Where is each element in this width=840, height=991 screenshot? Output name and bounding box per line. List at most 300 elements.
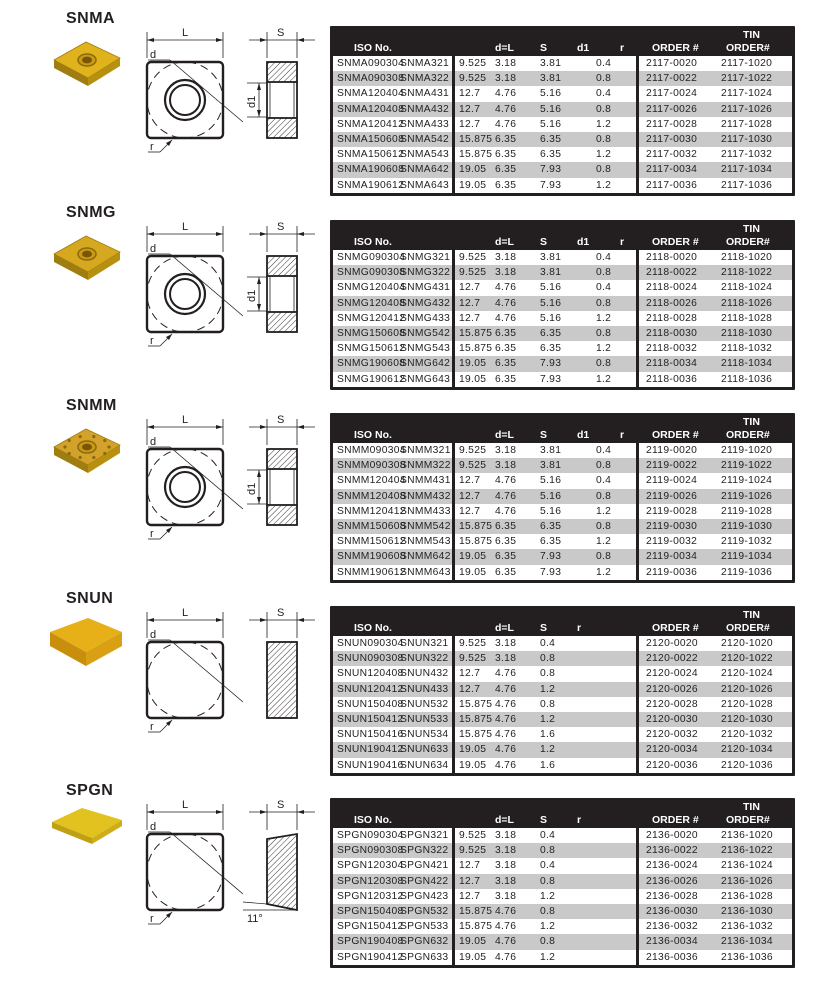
table-row (639, 549, 792, 564)
table-row (639, 86, 792, 101)
r-value: 0.8 (540, 936, 556, 948)
d-l-value: 9.525 (459, 638, 487, 650)
iso-code: SNMG150612 (337, 343, 406, 355)
d-l-value: 12.7 (459, 118, 481, 130)
d-l-value: 12.7 (459, 312, 481, 324)
r-value: 0.8 (540, 653, 556, 665)
iso-code: SNUN120412 (337, 683, 404, 695)
ansi-code: SNUN532 (400, 698, 449, 710)
table-header (333, 798, 792, 828)
table-row (455, 356, 636, 371)
ansi-code: SNMA642 (400, 164, 450, 176)
table-row (639, 651, 792, 666)
d-l-value: 15.875 (459, 328, 493, 340)
iso-code: SNMM120408 (337, 490, 406, 502)
s-value: 6.35 (495, 328, 517, 340)
r-value: 0.8 (596, 358, 612, 370)
table-row (333, 71, 452, 86)
s-value: 3.18 (495, 267, 517, 279)
order-column-group (639, 443, 792, 580)
iso-code: SNMG120412 (337, 312, 406, 324)
table-row (455, 56, 636, 71)
table-row (333, 296, 452, 311)
ansi-code: SNMG321 (400, 252, 451, 264)
tin-order-number: 2118-1034 (721, 358, 773, 370)
s-value: 6.35 (495, 134, 517, 146)
table-row (333, 86, 452, 101)
table-row (333, 651, 452, 666)
tin-order-number: 2119-1036 (721, 566, 773, 578)
ansi-code: SNUN433 (400, 683, 449, 695)
table-row (333, 56, 452, 71)
iso-column-group (333, 828, 452, 965)
order-number: 2119-0020 (646, 445, 698, 457)
table-row (455, 904, 636, 919)
table-row (639, 280, 792, 295)
order-number: 2117-0024 (646, 88, 698, 100)
tin-order-number: 2136-1020 (721, 830, 773, 842)
table-row (639, 843, 792, 858)
ansi-code: SNMG542 (400, 328, 451, 340)
s-value: 4.76 (495, 921, 517, 933)
order-number: 2120-0032 (646, 729, 698, 741)
ansi-code: SNMG433 (400, 312, 451, 324)
svg-text:S: S (277, 27, 285, 39)
table-row (639, 697, 792, 712)
tin-order-number: 2117-1032 (721, 149, 773, 161)
table-row (639, 178, 792, 193)
tin-order-number: 2119-1020 (721, 445, 773, 457)
table-row (333, 874, 452, 889)
table-row (455, 489, 636, 504)
d-l-value: 19.05 (459, 566, 487, 578)
order-number: 2118-0030 (646, 328, 698, 340)
s-value: 4.76 (495, 312, 517, 324)
iso-code: SNMA120412 (337, 118, 405, 130)
iso-code: SNMM150612 (337, 536, 406, 548)
header-dl: d=L (495, 814, 514, 826)
spec-table (330, 220, 795, 390)
table-row (639, 666, 792, 681)
header-s: S (540, 236, 548, 248)
ansi-code: SNMG642 (400, 358, 451, 370)
order-number: 2118-0032 (646, 343, 698, 355)
table-row (333, 742, 452, 757)
tin-order-number: 2120-1026 (721, 683, 773, 695)
d-l-value: 19.05 (459, 936, 487, 948)
table-row (639, 162, 792, 177)
ansi-code: SNMM433 (400, 505, 451, 517)
tin-order-number: 2117-1022 (721, 73, 773, 85)
table-row (333, 889, 452, 904)
table-row (639, 565, 792, 580)
table-row (639, 934, 792, 949)
d1-value: 6.35 (540, 521, 562, 533)
ansi-code: SNUN533 (400, 714, 449, 726)
table-row (639, 458, 792, 473)
s-value: 3.18 (495, 845, 517, 857)
d-l-value: 15.875 (459, 134, 493, 146)
tin-order-number: 2118-1036 (721, 373, 773, 385)
tin-order-number: 2136-1026 (721, 875, 773, 887)
tin-order-number: 2120-1034 (721, 744, 773, 756)
table-header (333, 220, 792, 250)
r-value: 0.4 (596, 282, 612, 294)
table-row (639, 682, 792, 697)
d1-value: 5.16 (540, 282, 562, 294)
table-row (639, 250, 792, 265)
header-r: r (620, 236, 625, 248)
iso-code: SNMA120408 (337, 103, 405, 115)
order-number: 2119-0024 (646, 475, 698, 487)
dimension-column-group (455, 636, 636, 773)
s-value: 6.35 (495, 343, 517, 355)
s-value: 3.18 (495, 58, 517, 70)
tin-order-number: 2119-1024 (721, 475, 773, 487)
header-tin-order: ORDER# (726, 429, 770, 441)
iso-code: SNMA090308 (337, 73, 405, 85)
table-row (639, 71, 792, 86)
r-value: 0.4 (596, 88, 612, 100)
insert-dimension-diagram (110, 206, 320, 356)
svg-text:L: L (182, 607, 189, 619)
order-number: 2118-0022 (646, 267, 698, 279)
iso-code: SNMG120408 (337, 297, 406, 309)
table-row (333, 843, 452, 858)
d-l-value: 19.05 (459, 164, 487, 176)
tin-order-number: 2118-1028 (721, 312, 773, 324)
d-l-value: 9.525 (459, 830, 487, 842)
d-l-value: 9.525 (459, 267, 487, 279)
d-l-value: 12.7 (459, 490, 481, 502)
ansi-code: SNMM321 (400, 445, 451, 457)
r-value: 0.8 (540, 875, 556, 887)
header-r: r (620, 429, 625, 441)
tin-order-number: 2120-1028 (721, 698, 773, 710)
order-number: 2136-0030 (646, 906, 698, 918)
svg-text:r: r (150, 141, 154, 153)
table-row (333, 519, 452, 534)
dimension-column-group (455, 443, 636, 580)
d1-value: 7.93 (540, 179, 562, 191)
table-row (639, 56, 792, 71)
table-row (455, 296, 636, 311)
table-row (639, 636, 792, 651)
tin-order-number: 2118-1024 (721, 282, 773, 294)
d1-value: 5.16 (540, 88, 562, 100)
header-s: S (540, 622, 548, 634)
iso-code: SNMG090308 (337, 267, 406, 279)
order-number: 2120-0028 (646, 698, 698, 710)
d1-value: 7.93 (540, 358, 562, 370)
d-l-value: 15.875 (459, 714, 493, 726)
table-row (639, 712, 792, 727)
r-value: 0.4 (540, 830, 556, 842)
iso-code: SNUN150412 (337, 714, 404, 726)
r-value: 1.2 (596, 312, 612, 324)
table-row (455, 311, 636, 326)
d1-value: 3.81 (540, 58, 562, 70)
iso-code: SNMM090308 (337, 460, 406, 472)
order-number: 2117-0020 (646, 58, 698, 70)
r-value: 0.8 (596, 267, 612, 279)
header-r: r (577, 622, 582, 634)
r-value: 0.8 (540, 698, 556, 710)
iso-code: SNMA150608 (337, 134, 405, 146)
d-l-value: 12.7 (459, 890, 481, 902)
iso-column-group (333, 56, 452, 193)
table-row (455, 458, 636, 473)
header-r: r (620, 42, 625, 54)
header-order: ORDER # (652, 429, 699, 441)
d-l-value: 9.525 (459, 460, 487, 472)
r-value: 0.4 (540, 638, 556, 650)
r-value: 0.8 (540, 845, 556, 857)
order-number: 2118-0026 (646, 297, 698, 309)
iso-code: SNMM150608 (337, 521, 406, 533)
table-row (639, 489, 792, 504)
table-row (455, 534, 636, 549)
r-value: 1.2 (540, 683, 556, 695)
table-row (455, 473, 636, 488)
iso-code: SNUN090304 (337, 638, 404, 650)
order-number: 2119-0036 (646, 566, 698, 578)
tin-order-number: 2119-1026 (721, 490, 773, 502)
svg-text:r: r (150, 721, 154, 733)
iso-code: SNUN150408 (337, 698, 404, 710)
table-row (333, 117, 452, 132)
tin-order-number: 2118-1020 (721, 252, 773, 264)
table-row (333, 534, 452, 549)
tin-order-number: 2117-1034 (721, 164, 773, 176)
iso-code: SNMG090304 (337, 252, 406, 264)
tin-order-number: 2136-1034 (721, 936, 773, 948)
d1-value: 6.35 (540, 536, 562, 548)
table-row (455, 843, 636, 858)
s-value: 4.76 (495, 282, 517, 294)
order-column-group (639, 636, 792, 773)
d-l-value: 12.7 (459, 297, 481, 309)
table-row (455, 372, 636, 387)
s-value: 4.76 (495, 118, 517, 130)
svg-text:S: S (277, 607, 285, 619)
s-value: 4.76 (495, 297, 517, 309)
table-row (639, 742, 792, 757)
s-value: 4.76 (495, 103, 517, 115)
s-value: 4.76 (495, 683, 517, 695)
s-value: 3.18 (495, 460, 517, 472)
tin-order-number: 2120-1032 (721, 729, 773, 741)
table-row (639, 519, 792, 534)
table-row (639, 147, 792, 162)
d-l-value: 9.525 (459, 653, 487, 665)
table-row (455, 919, 636, 934)
header-tin-order: ORDER# (726, 42, 770, 54)
svg-text:11°: 11° (247, 913, 263, 925)
table-row (455, 132, 636, 147)
s-value: 6.35 (495, 373, 517, 385)
order-number: 2120-0036 (646, 759, 698, 771)
spec-table (330, 26, 795, 196)
table-row (333, 904, 452, 919)
header-d1: d1 (577, 42, 590, 54)
iso-column-group (333, 250, 452, 387)
table-row (455, 117, 636, 132)
d-l-value: 19.05 (459, 358, 487, 370)
table-row (455, 889, 636, 904)
table-row (639, 727, 792, 742)
tin-order-number: 2136-1036 (721, 951, 773, 963)
s-value: 3.18 (495, 445, 517, 457)
tin-order-number: 2118-1022 (721, 267, 773, 279)
s-value: 6.35 (495, 551, 517, 563)
s-value: 4.76 (495, 668, 517, 680)
table-row (455, 178, 636, 193)
header-dl: d=L (495, 622, 514, 634)
ansi-code: SNMA643 (400, 179, 450, 191)
tin-order-number: 2117-1030 (721, 134, 773, 146)
table-row (639, 889, 792, 904)
table-row (333, 147, 452, 162)
table-row (639, 504, 792, 519)
insert-dimension-diagram (110, 12, 320, 162)
s-value: 3.18 (495, 252, 517, 264)
table-row (455, 666, 636, 681)
svg-text:d: d (150, 49, 157, 61)
ansi-code: SNMA543 (400, 149, 450, 161)
table-row (455, 102, 636, 117)
table-row (455, 682, 636, 697)
table-row (639, 356, 792, 371)
insert-section-snma (0, 0, 840, 192)
table-row (333, 458, 452, 473)
s-value: 6.35 (495, 566, 517, 578)
header-dl: d=L (495, 236, 514, 248)
table-row (333, 504, 452, 519)
iso-column-group (333, 443, 452, 580)
iso-code: SNMG150608 (337, 328, 406, 340)
table-row (455, 162, 636, 177)
d-l-value: 19.05 (459, 373, 487, 385)
header-d1: d1 (577, 236, 590, 248)
ansi-code: SNMM543 (400, 536, 451, 548)
table-row (455, 828, 636, 843)
table-row (333, 132, 452, 147)
d-l-value: 19.05 (459, 744, 487, 756)
order-number: 2136-0024 (646, 860, 698, 872)
s-value: 3.18 (495, 73, 517, 85)
ansi-code: SNUN432 (400, 668, 449, 680)
table-row (639, 117, 792, 132)
header-order: ORDER # (652, 42, 699, 54)
s-value: 4.76 (495, 729, 517, 741)
insert-section-snmg (0, 194, 840, 386)
r-value: 0.8 (540, 906, 556, 918)
d-l-value: 19.05 (459, 551, 487, 563)
svg-text:r: r (150, 528, 154, 540)
d1-value: 6.35 (540, 343, 562, 355)
svg-text:d: d (150, 629, 157, 641)
r-value: 0.8 (596, 73, 612, 85)
header-iso: ISO No. (354, 622, 392, 634)
table-row (333, 712, 452, 727)
table-row (333, 443, 452, 458)
s-value: 4.76 (495, 88, 517, 100)
table-row (333, 250, 452, 265)
d-l-value: 12.7 (459, 282, 481, 294)
r-value: 1.6 (540, 729, 556, 741)
table-row (639, 828, 792, 843)
order-number: 2118-0036 (646, 373, 698, 385)
order-number: 2118-0028 (646, 312, 698, 324)
insert-section-snun (0, 580, 840, 772)
d-l-value: 15.875 (459, 343, 493, 355)
header-s: S (540, 429, 548, 441)
table-row (333, 636, 452, 651)
ansi-code: SNMM322 (400, 460, 451, 472)
dimension-column-group (455, 828, 636, 965)
s-value: 4.76 (495, 744, 517, 756)
ansi-code: SNUN634 (400, 759, 449, 771)
d1-value: 5.16 (540, 475, 562, 487)
s-value: 6.35 (495, 179, 517, 191)
tin-order-number: 2136-1030 (721, 906, 773, 918)
table-row (639, 473, 792, 488)
header-r: r (577, 814, 582, 826)
tin-order-number: 2136-1024 (721, 860, 773, 872)
ansi-code: SPGN423 (400, 890, 449, 902)
d-l-value: 9.525 (459, 252, 487, 264)
table-row (455, 341, 636, 356)
ansi-code: SNMG543 (400, 343, 451, 355)
table-row (455, 758, 636, 773)
tin-order-number: 2117-1026 (721, 103, 773, 115)
iso-code: SNUN190412 (337, 744, 404, 756)
d-l-value: 12.7 (459, 683, 481, 695)
table-header (333, 606, 792, 636)
d1-value: 3.81 (540, 460, 562, 472)
ansi-code: SNMM431 (400, 475, 451, 487)
spec-table (330, 606, 795, 776)
table-row (639, 534, 792, 549)
ansi-code: SNMA432 (400, 103, 450, 115)
header-tin: TIN (743, 29, 760, 41)
order-number: 2118-0024 (646, 282, 698, 294)
d1-value: 6.35 (540, 149, 562, 161)
order-number: 2120-0024 (646, 668, 698, 680)
ansi-code: SPGN322 (400, 845, 449, 857)
r-value: 1.2 (540, 890, 556, 902)
header-tin-order: ORDER# (726, 814, 770, 826)
d-l-value: 12.7 (459, 88, 481, 100)
svg-text:L: L (182, 414, 189, 426)
order-number: 2119-0032 (646, 536, 698, 548)
section-title: SNUN (66, 590, 114, 607)
r-value: 0.4 (596, 58, 612, 70)
tin-order-number: 2120-1030 (721, 714, 773, 726)
ansi-code: SNMM643 (400, 566, 451, 578)
r-value: 0.8 (596, 297, 612, 309)
svg-text:r: r (150, 335, 154, 347)
iso-code: SPGN120312 (337, 890, 404, 902)
order-number: 2136-0034 (646, 936, 698, 948)
s-value: 4.76 (495, 714, 517, 726)
section-title: SNMA (66, 10, 116, 27)
d1-value: 5.16 (540, 118, 562, 130)
r-value: 0.8 (596, 551, 612, 563)
table-row (333, 372, 452, 387)
dimension-column-group (455, 250, 636, 387)
